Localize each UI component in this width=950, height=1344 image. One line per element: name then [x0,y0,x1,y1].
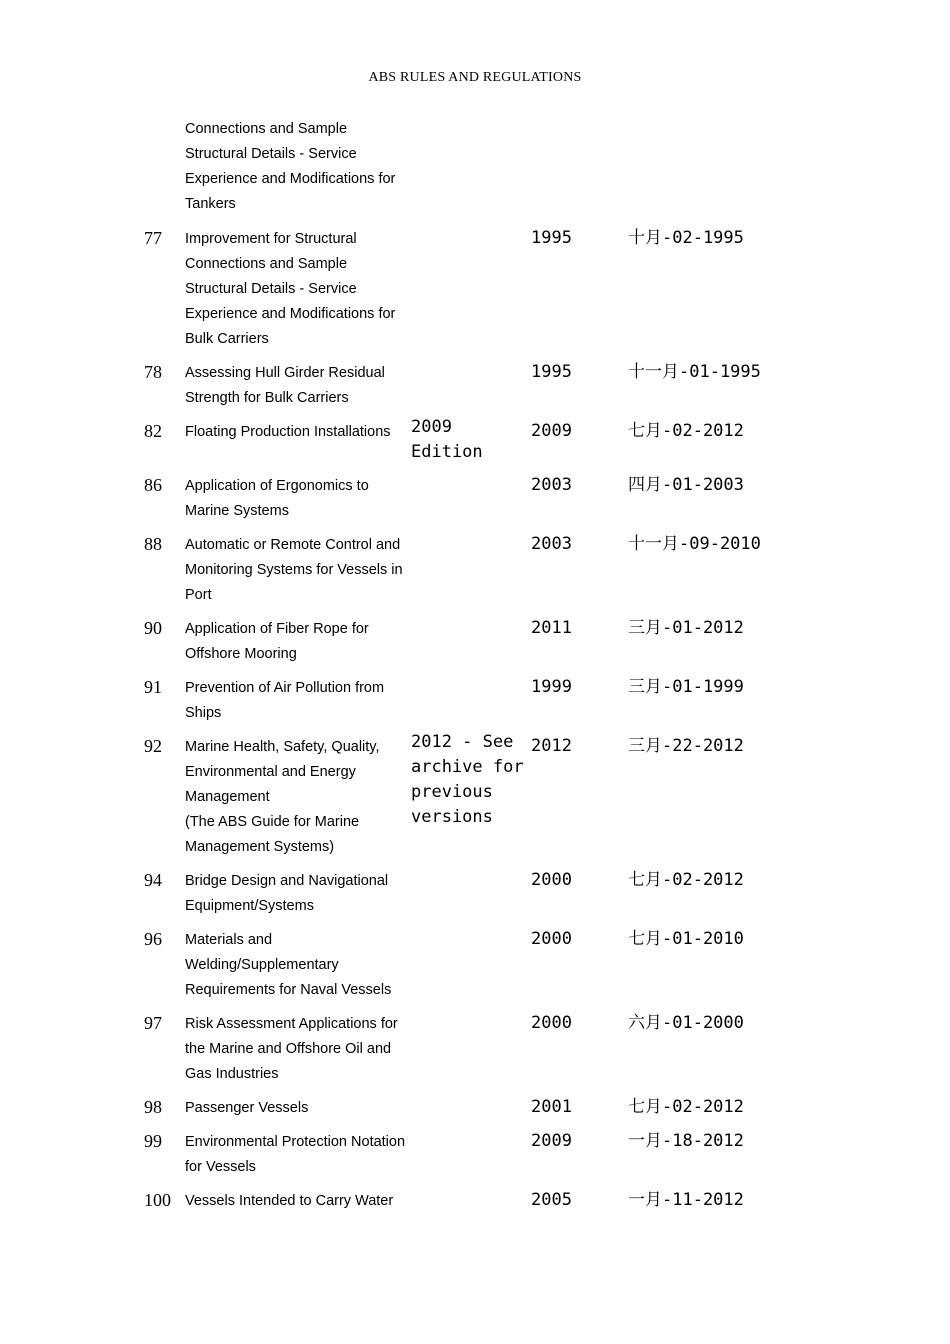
rule-title-line: for Vessels [185,1159,256,1175]
rule-year: 2000 [531,1013,572,1033]
rule-title[interactable] [185,928,411,1003]
page-header: ABS RULES AND REGULATIONS [368,70,582,85]
rule-year: 2009 [531,421,572,441]
rule-edition: 2009 Edition [411,417,483,462]
rule-title-line: (The ABS Guide for Marine [185,814,360,830]
rule-title-line: Vessels Intended to Carry Water [185,1193,394,1209]
rule-date: 七月-02-2012 [628,1097,744,1117]
rule-number: 90 [144,618,162,638]
rule-title-line: Application of Fiber Rope for [185,621,369,637]
rule-date: 一月-18-2012 [628,1131,744,1151]
rule-year: 2001 [531,1097,572,1117]
rule-title[interactable] [185,1189,411,1214]
rule-number: 86 [144,475,162,495]
rule-title-line: Welding/Supplementary [185,957,339,973]
rule-title-line: Environmental and Energy [185,764,356,780]
rule-title-line: Materials and [185,932,273,948]
table-row [0,476,950,524]
rule-year: 2000 [531,870,572,890]
rule-number: 91 [144,677,162,697]
rule-year: 2000 [531,929,572,949]
rule-title-line: Marine Systems [185,503,289,519]
rule-title[interactable] [185,1130,411,1180]
rule-date: 三月-01-2012 [628,618,744,638]
rule-title-line: Management Systems) [185,839,335,855]
rule-title-line: Experience and Modifications for [185,171,396,187]
rule-number: 88 [144,534,162,554]
rule-date: 七月-02-2012 [628,421,744,441]
rule-date: 四月-01-2003 [628,475,744,495]
rule-title[interactable] [185,117,411,217]
rule-title-line: Automatic or Remote Control and [185,537,401,553]
rule-title-line: Requirements for Naval Vessels [185,982,392,998]
table-row [0,1098,950,1121]
rule-title-line: the Marine and Offshore Oil and [185,1041,392,1057]
rule-title[interactable] [185,676,411,726]
table-row [0,732,950,860]
table-row [0,1014,950,1087]
rule-title-line: Risk Assessment Applications for [185,1016,398,1032]
rule-title-line: Structural Details - Service [185,146,357,162]
rule-date: 七月-02-2012 [628,870,744,890]
rule-year: 2009 [531,1131,572,1151]
rule-title[interactable] [185,735,411,860]
rule-title[interactable] [185,1096,411,1121]
table-row [0,619,950,667]
rule-title-line: Strength for Bulk Carriers [185,390,349,406]
rule-title-line: Connections and Sample [185,256,348,272]
table-row [0,229,950,352]
rule-year: 1999 [531,677,572,697]
rule-title[interactable] [185,227,411,352]
table-row [0,930,950,1003]
rule-title-line: Marine Health, Safety, Quality, [185,739,380,755]
rule-number: 78 [144,362,162,382]
rule-number: 82 [144,421,162,441]
rule-date: 三月-01-1999 [628,677,744,697]
table-row [0,871,950,919]
rule-title-line: Passenger Vessels [185,1100,309,1116]
rule-year: 1995 [531,228,572,248]
rule-number: 97 [144,1013,162,1033]
rule-title-line: Monitoring Systems for Vessels in [185,562,403,578]
rule-year: 2012 [531,736,572,756]
rule-year: 1995 [531,362,572,382]
rule-date: 一月-11-2012 [628,1190,744,1210]
rule-title-line: Experience and Modifications for [185,306,396,322]
rule-date: 十一月-09-2010 [628,534,761,554]
table-row [0,119,950,217]
rule-date: 六月-01-2000 [628,1013,744,1033]
table-row [0,1191,950,1214]
rule-year: 2011 [531,618,572,638]
table-row [0,417,950,465]
rule-edition: 2012 - See archive for previous versions [411,732,524,827]
rule-title[interactable] [185,533,411,608]
rules-table [0,119,950,1225]
rule-title-line: Improvement for Structural [185,231,357,247]
rule-title[interactable] [185,420,411,445]
rule-title-line: Offshore Mooring [185,646,297,662]
rule-title-line: Port [185,587,212,603]
rule-year: 2003 [531,475,572,495]
rule-year: 2005 [531,1190,572,1210]
rule-number: 100 [144,1190,171,1210]
rule-title-line: Equipment/Systems [185,898,314,914]
rule-title[interactable] [185,1012,411,1087]
rule-date: 三月-22-2012 [628,736,744,756]
rule-title[interactable] [185,361,411,411]
rule-title-line: Environmental Protection Notation [185,1134,406,1150]
rule-title[interactable] [185,617,411,667]
rule-date: 十一月-01-1995 [628,362,761,382]
rule-date: 七月-01-2010 [628,929,744,949]
rule-number: 77 [144,228,162,248]
rule-title-line: Prevention of Air Pollution from [185,680,385,696]
rule-number: 96 [144,929,162,949]
rule-date: 十月-02-1995 [628,228,744,248]
rule-year: 2003 [531,534,572,554]
rule-title-line: Assessing Hull Girder Residual [185,365,385,381]
table-row [0,363,950,411]
rule-title-line: Bulk Carriers [185,331,269,347]
rule-title-line: Tankers [185,196,236,212]
table-row [0,1132,950,1180]
rule-title-line: Bridge Design and Navigational [185,873,389,889]
rule-number: 98 [144,1097,162,1117]
rule-number: 99 [144,1131,162,1151]
rule-title-line: Gas Industries [185,1066,279,1082]
rule-title[interactable] [185,474,411,524]
table-row [0,678,950,726]
rule-title[interactable] [185,869,411,919]
rule-title-line: Structural Details - Service [185,281,357,297]
rule-title-line: Connections and Sample [185,121,348,137]
table-row [0,535,950,608]
rule-number: 94 [144,870,162,890]
rule-number: 92 [144,736,162,756]
rule-title-line: Management [185,789,270,805]
rule-title-line: Floating Production Installations [185,424,391,440]
rule-title-line: Application of Ergonomics to [185,478,369,494]
rule-title-line: Ships [185,705,222,721]
